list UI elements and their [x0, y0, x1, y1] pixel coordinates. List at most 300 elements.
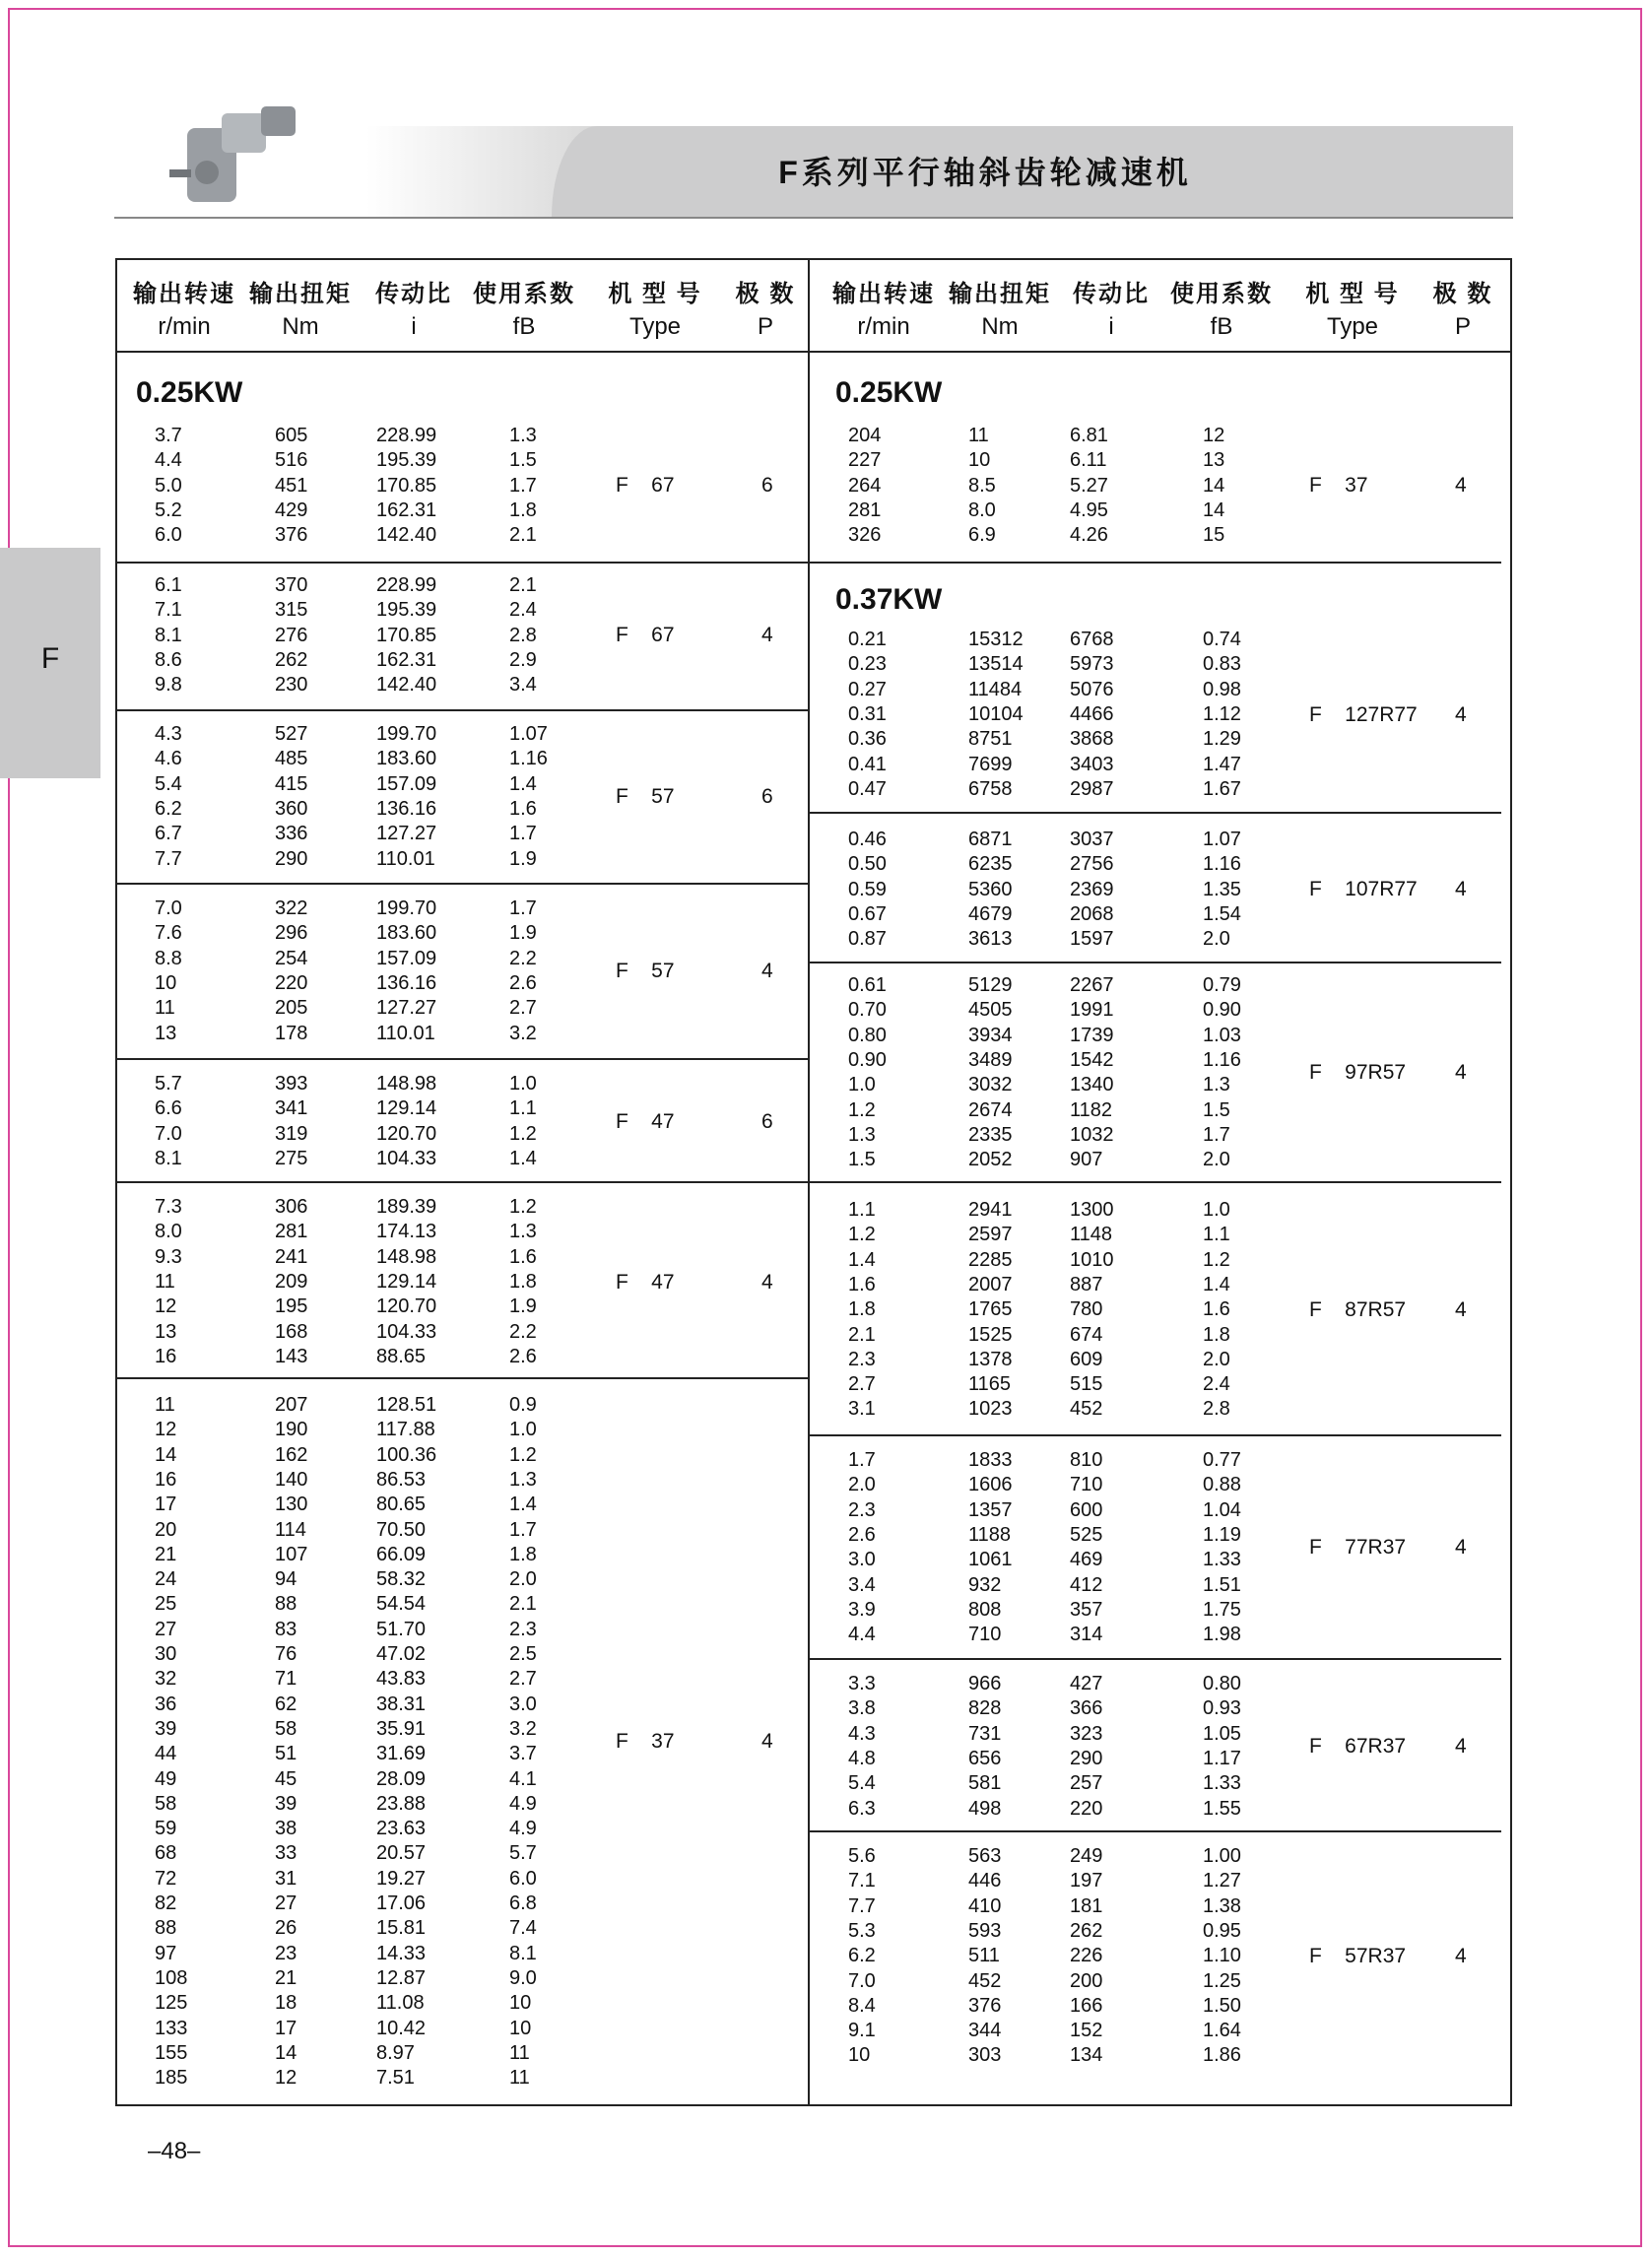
right-cell-g1-r4-c1: 8751 — [968, 728, 1013, 751]
left-cell-g4-r3-c1: 275 — [275, 1147, 308, 1169]
left-cell-g4-r2-c2: 120.70 — [376, 1122, 437, 1145]
right-cell-g4-r1-c1: 2597 — [968, 1224, 1013, 1246]
right-cell-g7-r3-c2: 262 — [1070, 1919, 1103, 1942]
left-cell-g3-r3-c2: 136.16 — [376, 971, 437, 994]
left-cell-g6-r21-c0: 88 — [155, 1917, 177, 1940]
col-factor-unit-r: fB — [1210, 313, 1233, 340]
right-cell-g0-r4-c1: 6.9 — [968, 524, 996, 547]
left-cell-g6-r12-c1: 62 — [275, 1693, 297, 1715]
left-type-g0: F 67 — [616, 474, 675, 498]
left-cell-g2-r2-c3: 1.4 — [509, 772, 537, 795]
left-cell-g6-r9-c1: 83 — [275, 1618, 297, 1640]
col-poles-unit-r: P — [1454, 313, 1471, 340]
right-cell-g6-r1-c2: 366 — [1070, 1697, 1103, 1720]
right-cell-g7-r3-c1: 593 — [968, 1919, 1002, 1942]
left-cell-g3-r5-c3: 3.2 — [509, 1022, 537, 1044]
left-cell-g6-r15-c2: 28.09 — [376, 1767, 427, 1790]
left-cell-g6-r16-c3: 4.9 — [509, 1792, 537, 1815]
right-cell-g5-r7-c1: 710 — [968, 1624, 1002, 1646]
left-cell-g6-r11-c1: 71 — [275, 1668, 297, 1691]
left-cell-g6-r13-c2: 35.91 — [376, 1717, 427, 1740]
left-cell-g2-r5-c0: 7.7 — [155, 847, 182, 870]
left-cell-g0-r3-c2: 162.31 — [376, 498, 437, 521]
right-section-title-2: 0.37KW — [835, 583, 943, 616]
right-cell-g3-r2-c0: 0.80 — [848, 1024, 887, 1046]
left-cell-g6-r14-c2: 31.69 — [376, 1743, 427, 1765]
right-cell-g5-r3-c0: 2.6 — [848, 1523, 876, 1546]
right-cell-g6-r3-c2: 290 — [1070, 1747, 1103, 1769]
right-cell-g5-r1-c2: 710 — [1070, 1474, 1103, 1496]
col-ratio-header-r: 传动比 — [1073, 281, 1150, 307]
col-torque-unit-r: Nm — [981, 313, 1019, 340]
left-cell-g0-r2-c1: 451 — [275, 474, 308, 497]
right-cell-g5-r3-c3: 1.19 — [1203, 1523, 1241, 1546]
table-header-divider — [115, 351, 1512, 353]
left-cell-g6-r16-c1: 39 — [275, 1792, 297, 1815]
right-cell-g5-r3-c2: 525 — [1070, 1523, 1103, 1546]
right-cell-g7-r5-c3: 1.25 — [1203, 1969, 1241, 1992]
left-type-g3: F 57 — [616, 959, 675, 982]
left-cell-g6-r26-c0: 155 — [155, 2041, 188, 2064]
left-cell-g6-r24-c2: 11.08 — [376, 1992, 425, 2015]
left-cell-g3-r3-c0: 10 — [155, 971, 177, 994]
right-cell-g2-r0-c3: 1.07 — [1203, 829, 1241, 850]
left-cell-g6-r11-c3: 2.7 — [509, 1668, 537, 1691]
left-cell-g6-r1-c1: 190 — [275, 1419, 308, 1441]
left-cell-g5-r0-c3: 1.2 — [509, 1196, 537, 1218]
right-cell-g3-r3-c2: 1542 — [1070, 1048, 1114, 1071]
left-cell-g6-r24-c0: 125 — [155, 1992, 188, 2015]
left-cell-g6-r16-c2: 23.88 — [376, 1792, 427, 1815]
left-cell-g5-r3-c2: 129.14 — [376, 1270, 437, 1293]
right-cell-g2-r2-c0: 0.59 — [848, 878, 887, 900]
left-cell-g6-r6-c3: 1.8 — [509, 1543, 537, 1565]
left-cell-g6-r17-c1: 38 — [275, 1818, 297, 1840]
left-cell-g6-r0-c1: 207 — [275, 1394, 308, 1416]
right-cell-g4-r4-c2: 780 — [1070, 1298, 1103, 1321]
left-cell-g5-r4-c3: 1.9 — [509, 1295, 537, 1318]
right-cell-g1-r0-c3: 0.74 — [1203, 629, 1241, 650]
right-cell-g2-r3-c2: 2068 — [1070, 902, 1114, 925]
right-cell-g6-r3-c3: 1.17 — [1203, 1747, 1241, 1769]
left-cell-g0-r0-c0: 3.7 — [155, 425, 182, 446]
left-cell-g6-r11-c0: 32 — [155, 1668, 177, 1691]
left-cell-g6-r10-c0: 30 — [155, 1643, 177, 1665]
right-cell-g6-r5-c0: 6.3 — [848, 1797, 876, 1820]
right-cell-g5-r0-c3: 0.77 — [1203, 1449, 1241, 1471]
left-cell-g6-r27-c2: 7.51 — [376, 2067, 415, 2090]
left-cell-g2-r4-c1: 336 — [275, 823, 308, 845]
left-cell-g6-r8-c2: 54.54 — [376, 1593, 427, 1616]
right-cell-g2-r1-c3: 1.16 — [1203, 853, 1241, 876]
left-cell-g5-r2-c2: 148.98 — [376, 1245, 437, 1268]
left-cell-g6-r10-c2: 47.02 — [376, 1643, 427, 1665]
left-cell-g6-r17-c0: 59 — [155, 1818, 177, 1840]
left-cell-g6-r5-c0: 20 — [155, 1518, 177, 1541]
left-poles-g5: 4 — [761, 1270, 773, 1294]
right-cell-g1-r5-c3: 1.47 — [1203, 753, 1241, 775]
left-cell-g0-r0-c2: 228.99 — [376, 425, 437, 446]
right-cell-g6-r4-c3: 1.33 — [1203, 1772, 1241, 1795]
left-cell-g2-r2-c1: 415 — [275, 772, 308, 795]
left-cell-g1-r4-c2: 142.40 — [376, 674, 437, 697]
right-cell-g1-r3-c0: 0.31 — [848, 702, 887, 725]
right-cell-g1-r0-c0: 0.21 — [848, 629, 887, 650]
right-cell-g7-r7-c3: 1.64 — [1203, 2020, 1241, 2042]
right-cell-g3-r0-c3: 0.79 — [1203, 974, 1241, 996]
right-cell-g7-r8-c1: 303 — [968, 2044, 1002, 2067]
left-cell-g6-r10-c3: 2.5 — [509, 1643, 537, 1665]
right-cell-g6-r2-c0: 4.3 — [848, 1722, 876, 1745]
right-group-divider-2 — [809, 962, 1501, 963]
left-cell-g6-r22-c0: 97 — [155, 1942, 177, 1964]
right-cell-g4-r7-c3: 2.4 — [1203, 1373, 1230, 1396]
right-poles-g5: 4 — [1455, 1536, 1467, 1560]
right-cell-g3-r4-c2: 1340 — [1070, 1074, 1114, 1096]
right-cell-g1-r3-c1: 10104 — [968, 702, 1024, 725]
left-cell-g4-r1-c1: 341 — [275, 1097, 308, 1120]
left-cell-g1-r2-c0: 8.1 — [155, 624, 182, 646]
left-cell-g3-r4-c2: 127.27 — [376, 997, 437, 1020]
left-cell-g4-r0-c3: 1.0 — [509, 1073, 537, 1095]
left-cell-g6-r18-c0: 68 — [155, 1842, 177, 1865]
right-cell-g3-r5-c3: 1.5 — [1203, 1098, 1230, 1121]
left-type-g6: F 37 — [616, 1730, 675, 1754]
right-type-g0: F 37 — [1309, 474, 1368, 498]
left-cell-g6-r6-c2: 66.09 — [376, 1543, 427, 1565]
left-poles-g3: 4 — [761, 959, 773, 982]
right-cell-g4-r7-c2: 515 — [1070, 1373, 1103, 1396]
right-cell-g4-r6-c0: 2.3 — [848, 1348, 876, 1370]
left-cell-g4-r2-c0: 7.0 — [155, 1122, 182, 1145]
right-cell-g0-r3-c0: 281 — [848, 498, 882, 521]
left-cell-g1-r3-c0: 8.6 — [155, 648, 182, 671]
right-cell-g4-r5-c1: 1525 — [968, 1323, 1013, 1346]
right-cell-g5-r6-c0: 3.9 — [848, 1598, 876, 1621]
left-cell-g0-r4-c0: 6.0 — [155, 524, 182, 547]
left-cell-g5-r2-c0: 9.3 — [155, 1245, 182, 1268]
left-cell-g2-r1-c2: 183.60 — [376, 748, 437, 770]
left-cell-g6-r4-c2: 80.65 — [376, 1494, 427, 1516]
right-cell-g2-r0-c0: 0.46 — [848, 829, 887, 850]
left-cell-g5-r6-c2: 88.65 — [376, 1345, 427, 1367]
right-cell-g3-r7-c2: 907 — [1070, 1149, 1103, 1171]
left-cell-g6-r19-c2: 19.27 — [376, 1867, 427, 1890]
left-cell-g3-r1-c1: 296 — [275, 922, 308, 945]
left-cell-g4-r2-c1: 319 — [275, 1122, 308, 1145]
left-cell-g6-r27-c1: 12 — [275, 2067, 297, 2090]
right-cell-g0-r2-c0: 264 — [848, 474, 882, 497]
right-cell-g5-r2-c0: 2.3 — [848, 1498, 876, 1521]
right-cell-g5-r5-c0: 3.4 — [848, 1573, 876, 1596]
left-cell-g6-r9-c0: 27 — [155, 1618, 177, 1640]
left-cell-g0-r2-c3: 1.7 — [509, 474, 537, 497]
right-cell-g3-r6-c1: 2335 — [968, 1123, 1013, 1146]
left-cell-g2-r3-c3: 1.6 — [509, 797, 537, 820]
right-cell-g2-r4-c1: 3613 — [968, 928, 1013, 951]
left-cell-g6-r5-c3: 1.7 — [509, 1518, 537, 1541]
right-group-divider-5 — [809, 1658, 1501, 1660]
left-cell-g3-r5-c2: 110.01 — [376, 1022, 435, 1044]
right-cell-g4-r1-c0: 1.2 — [848, 1224, 876, 1246]
right-cell-g1-r6-c0: 0.47 — [848, 777, 887, 800]
right-cell-g3-r1-c2: 1991 — [1070, 999, 1114, 1022]
left-cell-g6-r12-c2: 38.31 — [376, 1693, 427, 1715]
right-cell-g3-r1-c1: 4505 — [968, 999, 1013, 1022]
left-cell-g5-r0-c0: 7.3 — [155, 1196, 182, 1218]
left-cell-g6-r25-c0: 133 — [155, 2017, 188, 2039]
right-cell-g3-r7-c3: 2.0 — [1203, 1149, 1230, 1171]
left-cell-g0-r4-c1: 376 — [275, 524, 308, 547]
left-cell-g6-r1-c3: 1.0 — [509, 1419, 537, 1441]
right-cell-g6-r0-c3: 0.80 — [1203, 1673, 1241, 1694]
right-cell-g7-r2-c3: 1.38 — [1203, 1894, 1241, 1917]
right-cell-g7-r0-c1: 563 — [968, 1845, 1002, 1867]
right-cell-g0-r0-c3: 12 — [1203, 425, 1225, 446]
col-poles-header-r: 极 数 — [1432, 281, 1493, 307]
left-cell-g6-r23-c0: 108 — [155, 1966, 188, 1989]
left-cell-g2-r5-c3: 1.9 — [509, 847, 537, 870]
right-cell-g0-r1-c0: 227 — [848, 449, 882, 472]
left-cell-g6-r2-c0: 14 — [155, 1443, 177, 1466]
left-cell-g6-r9-c2: 51.70 — [376, 1618, 427, 1640]
col-torque-header: 输出扭矩 — [249, 281, 352, 307]
right-cell-g1-r4-c0: 0.36 — [848, 728, 887, 751]
left-cell-g6-r13-c1: 58 — [275, 1717, 297, 1740]
left-cell-g6-r15-c1: 45 — [275, 1767, 297, 1790]
left-cell-g2-r4-c0: 6.7 — [155, 823, 182, 845]
left-cell-g2-r2-c0: 5.4 — [155, 772, 182, 795]
left-cell-g1-r4-c0: 9.8 — [155, 674, 182, 697]
left-cell-g4-r2-c3: 1.2 — [509, 1122, 537, 1145]
left-cell-g6-r7-c1: 94 — [275, 1568, 297, 1591]
right-cell-g1-r2-c2: 5076 — [1070, 678, 1114, 700]
right-poles-g1: 4 — [1455, 702, 1467, 726]
right-cell-g4-r5-c3: 1.8 — [1203, 1323, 1230, 1346]
left-cell-g0-r3-c0: 5.2 — [155, 498, 182, 521]
left-cell-g6-r17-c2: 23.63 — [376, 1818, 427, 1840]
right-cell-g3-r5-c2: 1182 — [1070, 1098, 1113, 1121]
left-cell-g3-r1-c0: 7.6 — [155, 922, 182, 945]
right-cell-g6-r2-c3: 1.05 — [1203, 1722, 1241, 1745]
left-cell-g6-r3-c2: 86.53 — [376, 1468, 427, 1491]
right-cell-g4-r4-c0: 1.8 — [848, 1298, 876, 1321]
right-cell-g5-r5-c1: 932 — [968, 1573, 1002, 1596]
left-cell-g1-r3-c2: 162.31 — [376, 648, 437, 671]
right-cell-g5-r0-c0: 1.7 — [848, 1449, 876, 1471]
left-cell-g6-r8-c3: 2.1 — [509, 1593, 537, 1616]
left-cell-g6-r3-c3: 1.3 — [509, 1468, 537, 1491]
left-cell-g5-r3-c1: 209 — [275, 1270, 308, 1293]
left-cell-g6-r24-c1: 18 — [275, 1992, 297, 2015]
right-cell-g2-r2-c2: 2369 — [1070, 878, 1114, 900]
left-cell-g5-r5-c3: 2.2 — [509, 1320, 537, 1343]
right-type-g7: F 57R37 — [1309, 1944, 1407, 1967]
left-cell-g2-r1-c0: 4.6 — [155, 748, 182, 770]
right-cell-g3-r4-c3: 1.3 — [1203, 1074, 1230, 1096]
left-cell-g6-r10-c1: 76 — [275, 1643, 297, 1665]
left-cell-g3-r4-c0: 11 — [155, 997, 175, 1020]
right-cell-g7-r2-c1: 410 — [968, 1894, 1002, 1917]
right-cell-g7-r5-c1: 452 — [968, 1969, 1002, 1992]
left-cell-g2-r0-c3: 1.07 — [509, 723, 548, 745]
right-cell-g7-r5-c0: 7.0 — [848, 1969, 876, 1992]
right-cell-g3-r5-c1: 2674 — [968, 1098, 1013, 1121]
right-cell-g5-r6-c3: 1.75 — [1203, 1598, 1241, 1621]
left-cell-g0-r1-c3: 1.5 — [509, 449, 537, 472]
right-poles-g4: 4 — [1455, 1297, 1467, 1321]
right-cell-g5-r2-c2: 600 — [1070, 1498, 1103, 1521]
left-cell-g6-r25-c2: 10.42 — [376, 2017, 427, 2039]
left-cell-g3-r5-c1: 178 — [275, 1022, 308, 1044]
right-cell-g4-r0-c3: 1.0 — [1203, 1199, 1230, 1221]
left-cell-g6-r22-c2: 14.33 — [376, 1942, 427, 1964]
right-poles-g6: 4 — [1455, 1734, 1467, 1758]
right-cell-g0-r4-c0: 326 — [848, 524, 882, 547]
left-cell-g1-r0-c0: 6.1 — [155, 574, 182, 596]
left-cell-g6-r1-c0: 12 — [155, 1419, 177, 1441]
right-cell-g2-r4-c0: 0.87 — [848, 928, 887, 951]
left-cell-g5-r4-c2: 120.70 — [376, 1295, 437, 1318]
right-cell-g2-r4-c3: 2.0 — [1203, 928, 1230, 951]
right-cell-g3-r3-c0: 0.90 — [848, 1048, 887, 1071]
right-cell-g3-r6-c2: 1032 — [1070, 1123, 1114, 1146]
left-cell-g5-r4-c0: 12 — [155, 1295, 177, 1318]
right-cell-g4-r3-c1: 2007 — [968, 1273, 1013, 1295]
right-cell-g6-r1-c0: 3.8 — [848, 1697, 876, 1720]
right-cell-g4-r7-c1: 1165 — [968, 1373, 1012, 1396]
left-cell-g0-r0-c1: 605 — [275, 425, 308, 446]
right-cell-g7-r2-c0: 7.7 — [848, 1894, 876, 1917]
col-speed-unit: r/min — [158, 313, 211, 340]
left-cell-g1-r4-c3: 3.4 — [509, 674, 537, 697]
left-cell-g0-r3-c3: 1.8 — [509, 498, 537, 521]
right-cell-g6-r2-c1: 731 — [968, 1722, 1002, 1745]
right-cell-g5-r1-c1: 1606 — [968, 1474, 1013, 1496]
left-cell-g5-r4-c1: 195 — [275, 1295, 308, 1318]
right-cell-g4-r6-c3: 2.0 — [1203, 1348, 1230, 1370]
right-cell-g3-r2-c3: 1.03 — [1203, 1024, 1241, 1046]
right-cell-g3-r6-c3: 1.7 — [1203, 1123, 1230, 1146]
right-cell-g1-r0-c1: 15312 — [968, 629, 1024, 650]
right-cell-g3-r4-c0: 1.0 — [848, 1074, 876, 1096]
right-cell-g7-r7-c2: 152 — [1070, 2020, 1103, 2042]
right-cell-g5-r4-c0: 3.0 — [848, 1549, 876, 1571]
right-cell-g0-r0-c1: 11 — [968, 425, 989, 446]
right-cell-g7-r4-c1: 511 — [968, 1945, 1000, 1967]
left-cell-g1-r0-c3: 2.1 — [509, 574, 537, 596]
col-torque-header-r: 输出扭矩 — [949, 281, 1051, 307]
left-cell-g6-r25-c1: 17 — [275, 2017, 297, 2039]
left-cell-g0-r1-c2: 195.39 — [376, 449, 437, 472]
left-group-divider-1 — [115, 709, 808, 711]
left-cell-g5-r1-c0: 8.0 — [155, 1221, 182, 1243]
right-cell-g0-r0-c0: 204 — [848, 425, 882, 446]
right-cell-g0-r1-c2: 6.11 — [1070, 449, 1107, 472]
left-cell-g0-r2-c0: 5.0 — [155, 474, 182, 497]
side-tab-label: F — [40, 642, 60, 675]
left-cell-g6-r22-c3: 8.1 — [509, 1942, 537, 1964]
right-cell-g4-r4-c3: 1.6 — [1203, 1298, 1230, 1321]
right-cell-g4-r2-c2: 1010 — [1070, 1248, 1114, 1271]
right-cell-g5-r0-c2: 810 — [1070, 1449, 1103, 1471]
left-cell-g6-r12-c3: 3.0 — [509, 1693, 537, 1715]
col-ratio-unit-r: i — [1108, 313, 1114, 340]
right-cell-g3-r7-c0: 1.5 — [848, 1149, 876, 1171]
left-cell-g6-r18-c1: 33 — [275, 1842, 297, 1865]
right-cell-g1-r5-c2: 3403 — [1070, 753, 1114, 775]
right-cell-g0-r4-c2: 4.26 — [1070, 524, 1108, 547]
right-cell-g5-r7-c0: 4.4 — [848, 1624, 876, 1646]
left-cell-g2-r1-c1: 485 — [275, 748, 308, 770]
left-cell-g3-r0-c0: 7.0 — [155, 897, 182, 919]
left-cell-g0-r4-c2: 142.40 — [376, 524, 437, 547]
left-cell-g6-r9-c3: 2.3 — [509, 1618, 537, 1640]
left-cell-g2-r0-c2: 199.70 — [376, 723, 437, 745]
right-cell-g7-r3-c0: 5.3 — [848, 1919, 876, 1942]
left-cell-g2-r0-c1: 527 — [275, 723, 308, 745]
col-poles-header: 极 数 — [735, 281, 796, 307]
right-cell-g3-r5-c0: 1.2 — [848, 1098, 876, 1121]
left-cell-g5-r6-c0: 16 — [155, 1345, 177, 1367]
left-cell-g6-r17-c3: 4.9 — [509, 1818, 537, 1840]
left-cell-g1-r0-c1: 370 — [275, 574, 308, 596]
left-cell-g6-r14-c1: 51 — [275, 1743, 297, 1765]
right-group-divider-4 — [809, 1434, 1501, 1436]
right-cell-g4-r4-c1: 1765 — [968, 1298, 1013, 1321]
right-cell-g7-r0-c2: 249 — [1070, 1845, 1103, 1867]
left-cell-g5-r1-c1: 281 — [275, 1221, 308, 1243]
left-cell-g6-r7-c2: 58.32 — [376, 1568, 427, 1591]
left-cell-g6-r22-c1: 23 — [275, 1942, 297, 1964]
right-cell-g2-r1-c2: 2756 — [1070, 853, 1114, 876]
right-cell-g1-r5-c0: 0.41 — [848, 753, 887, 775]
col-factor-header-r: 使用系数 — [1170, 281, 1273, 307]
right-cell-g0-r0-c2: 6.81 — [1070, 425, 1108, 446]
right-cell-g7-r5-c2: 200 — [1070, 1969, 1103, 1992]
col-torque-unit: Nm — [282, 313, 319, 340]
right-cell-g3-r2-c1: 3934 — [968, 1024, 1013, 1046]
right-cell-g4-r3-c2: 887 — [1070, 1273, 1103, 1295]
right-cell-g1-r4-c3: 1.29 — [1203, 728, 1241, 751]
right-cell-g7-r6-c3: 1.50 — [1203, 1994, 1241, 2017]
right-cell-g5-r2-c1: 1357 — [968, 1498, 1013, 1521]
left-cell-g6-r23-c1: 21 — [275, 1966, 297, 1989]
col-speed-unit-r: r/min — [857, 313, 910, 340]
right-cell-g4-r6-c2: 609 — [1070, 1348, 1103, 1370]
right-group-divider-6 — [809, 1830, 1501, 1832]
left-cell-g5-r5-c2: 104.33 — [376, 1320, 437, 1343]
right-cell-g4-r5-c0: 2.1 — [848, 1323, 876, 1346]
right-cell-g3-r4-c1: 3032 — [968, 1074, 1013, 1096]
left-cell-g3-r0-c3: 1.7 — [509, 897, 537, 919]
right-cell-g2-r0-c1: 6871 — [968, 829, 1013, 850]
right-cell-g7-r6-c2: 166 — [1070, 1994, 1103, 2017]
left-cell-g6-r6-c0: 21 — [155, 1543, 177, 1565]
right-type-g6: F 67R37 — [1309, 1734, 1407, 1758]
right-cell-g0-r2-c2: 5.27 — [1070, 474, 1108, 497]
left-cell-g4-r0-c2: 148.98 — [376, 1073, 437, 1095]
left-cell-g4-r0-c1: 393 — [275, 1073, 308, 1095]
left-cell-g1-r0-c2: 228.99 — [376, 574, 437, 596]
right-cell-g0-r3-c3: 14 — [1203, 498, 1225, 521]
left-cell-g6-r8-c1: 88 — [275, 1593, 297, 1616]
left-cell-g1-r2-c1: 276 — [275, 624, 308, 646]
right-cell-g5-r0-c1: 1833 — [968, 1449, 1013, 1471]
left-cell-g6-r20-c2: 17.06 — [376, 1892, 427, 1914]
right-cell-g2-r3-c0: 0.67 — [848, 902, 887, 925]
right-group-divider-0 — [809, 562, 1501, 564]
